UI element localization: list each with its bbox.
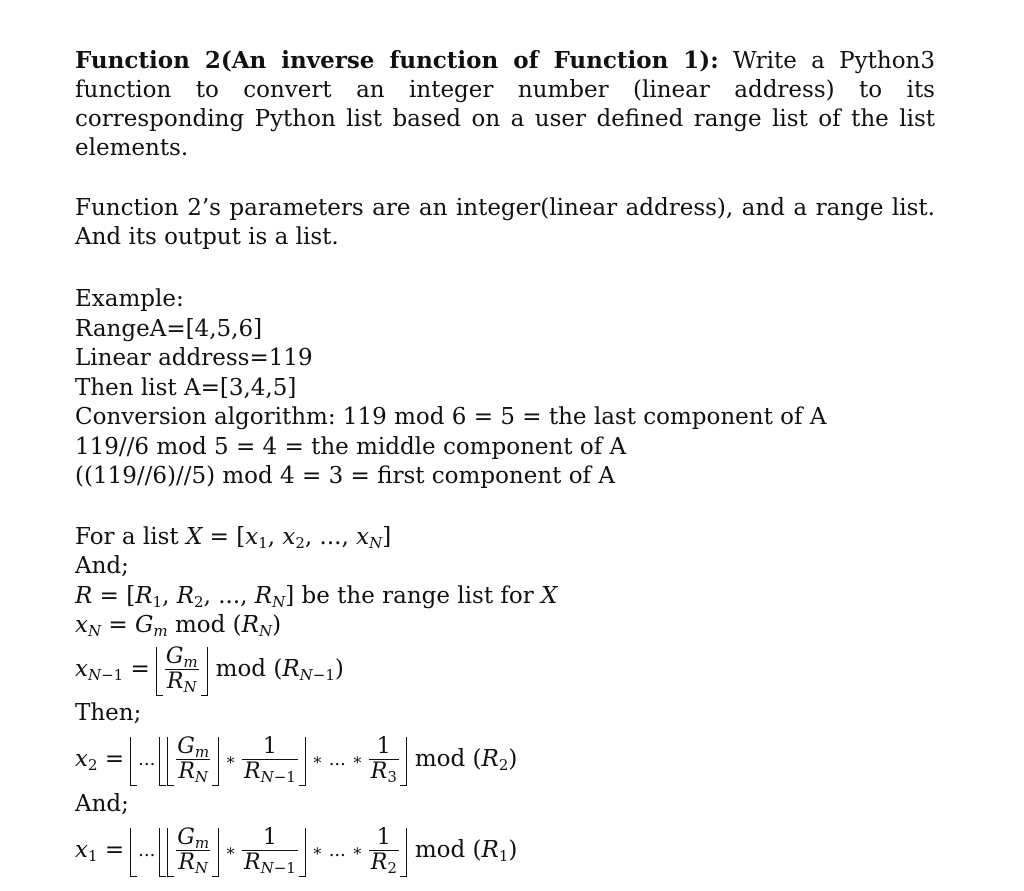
example-label: Example: [75, 286, 184, 312]
example-address: Linear address=119 [75, 345, 313, 371]
function2-intro: Write a Python3 function to convert an integer number (linear address) to its corresponding Python list based on a user defined range list of the list elements. [75, 48, 935, 161]
function2-heading: Function 2(An inverse function of Function 1): [75, 47, 719, 74]
example-result: Then list A=[3,4,5] [75, 374, 297, 401]
algorithm-line-2: 119//6 mod 5 = 4 = the middle component of A [75, 433, 627, 460]
equation-xN-minus-1: $x_{N-1}$ = $\frac{G_m}{R_N}$ mod $(R_{N-1})$ [75, 644, 344, 696]
equation-x1: $x_1$ = ... $\frac{G_m}{R_N}$ ∗ $\frac{1}{R_{N-1}}$ ∗ ... ∗ $\frac{1}{R_2}$ mod $(R_1)$ [75, 825, 518, 877]
algorithm-line-1: Conversion algorithm: 119 mod 6 = 5 = the last component of A [75, 404, 827, 430]
equation-x2: $x_2$ = ... $\frac{G_m}{R_N}$ ∗ $\frac{1}{R_{N-1}}$ ∗ ... ∗ $\frac{1}{R_3}$ mod $(R_2)$ [75, 733, 518, 786]
then-line: Then; [75, 699, 142, 726]
equation-xN: $x_N = G_m$ mod $(R_N)$ [75, 612, 282, 640]
function2-params: Function 2’s parameters are an integer(linear address), and a range list. And its output is a list. [75, 195, 935, 250]
algorithm-line-3: ((119//6)//5) mod 4 = 3 = first component of A [75, 463, 615, 489]
list-definition: For a list $X = [x_1$, $x_2$, ..., $x_N$] [75, 523, 392, 552]
example-range: RangeA=[4,5,6] [75, 315, 263, 342]
and-line-2: And; [75, 791, 129, 817]
document-page [75, 46, 935, 882]
range-definition: $R = [R_1$, $R_2$, ..., $R_N$] be the range list for X [75, 582, 558, 611]
function2-description [75, 46, 935, 163]
and-line-1: And; [75, 553, 129, 579]
